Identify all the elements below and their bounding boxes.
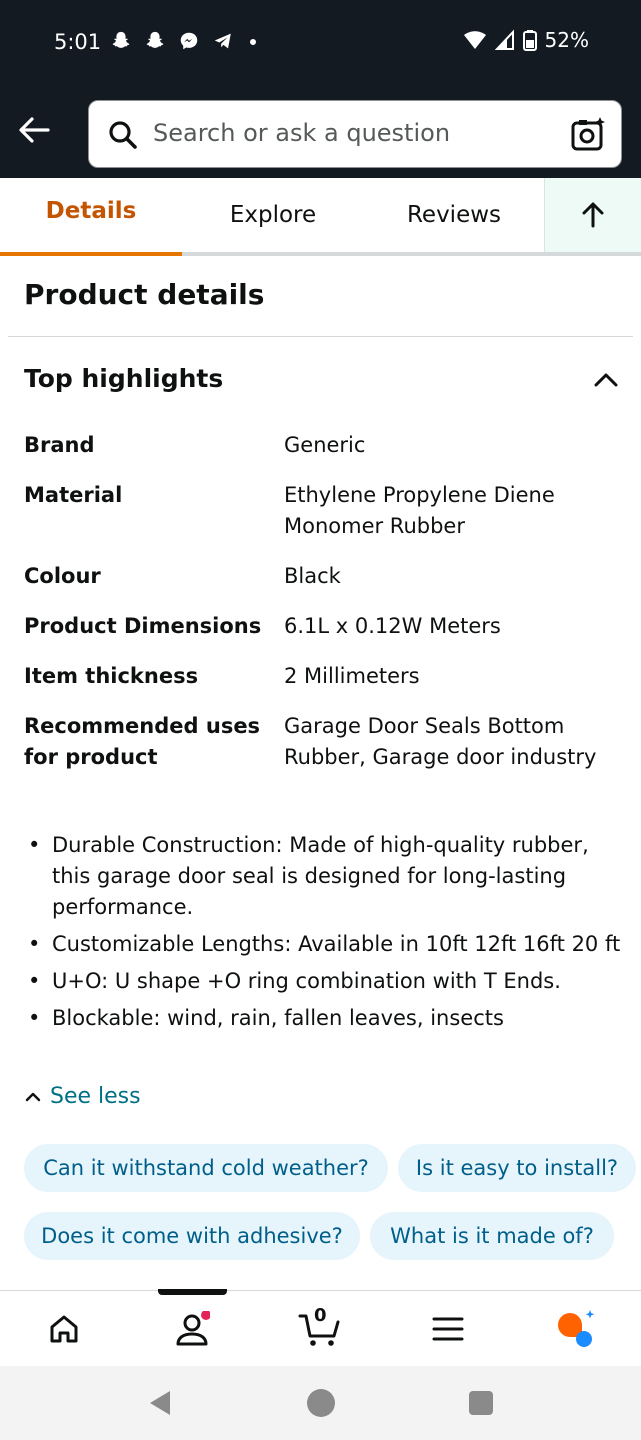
bullet-text: Durable Construction: Made of high-quality rubber, this garage door seal is designed for long-lasting performance.	[52, 833, 589, 919]
scroll-top-button[interactable]	[544, 178, 641, 252]
battery-percent: 52%	[544, 28, 589, 52]
bullet-text: U+O: U shape +O ring combination with T Ends.	[52, 969, 561, 993]
cart-count: 0	[314, 1305, 327, 1326]
spec-row	[24, 480, 624, 542]
question-chip[interactable]: Is it easy to install?	[398, 1144, 636, 1192]
spec-key: Colour	[24, 564, 101, 588]
list-item	[24, 929, 624, 960]
divider	[8, 336, 633, 337]
system-nav-bar	[0, 1366, 641, 1440]
dot-icon	[246, 30, 260, 52]
bullet-text: Blockable: wind, rain, fallen leaves, insects	[52, 1006, 504, 1030]
bullet-icon: •	[28, 932, 41, 956]
menu-icon	[432, 1316, 464, 1342]
search-icon	[107, 119, 139, 151]
bullet-icon: •	[28, 833, 41, 857]
chevron-up-icon[interactable]	[590, 364, 622, 396]
spec-key: Item thickness	[24, 664, 199, 688]
bullet-icon: •	[28, 969, 41, 993]
search-input[interactable]: Search or ask a question	[153, 119, 451, 147]
spec-row	[24, 561, 624, 592]
spec-key: Brand	[24, 433, 95, 457]
spec-row	[24, 661, 624, 692]
bullet-text: Customizable Lengths: Available in 10ft 12ft 16ft 20 ft	[52, 932, 621, 956]
nav-home[interactable]	[42, 1307, 86, 1351]
list-item	[24, 1003, 624, 1034]
search-box[interactable]	[88, 100, 622, 168]
telegram-icon	[212, 30, 234, 52]
tab-reviews[interactable]: Reviews	[406, 202, 502, 228]
tab-explore[interactable]: Explore	[229, 202, 317, 228]
spec-key: Product Dimensions	[24, 614, 262, 638]
status-bar	[0, 0, 641, 86]
system-home-icon[interactable]	[307, 1389, 335, 1417]
spec-row	[24, 711, 624, 773]
nav-menu[interactable]	[426, 1307, 470, 1351]
question-chip[interactable]: Can it withstand cold weather?	[24, 1144, 388, 1192]
rufus-assistant-icon	[554, 1307, 598, 1351]
spec-value: Black	[284, 564, 341, 588]
see-less-label[interactable]: See less	[50, 1084, 141, 1109]
active-tab-indicator	[158, 1289, 227, 1295]
chevron-up-icon	[24, 1088, 42, 1106]
spec-value: Garage Door Seals Bottom Rubber, Garage door industry	[284, 714, 597, 769]
system-recents-icon[interactable]	[469, 1391, 493, 1415]
spec-key: Material	[24, 483, 123, 507]
messenger-icon	[178, 30, 200, 52]
status-time: 5:01	[54, 30, 102, 54]
bottom-nav	[0, 1290, 641, 1366]
spec-value: Ethylene Propylene Diene Monomer Rubber	[284, 483, 555, 538]
spec-key: Recommended uses for product	[24, 714, 261, 769]
list-item	[24, 830, 624, 923]
section-title: Product details	[24, 278, 265, 311]
arrow-up-icon	[579, 201, 607, 229]
home-icon	[47, 1312, 81, 1346]
wifi-icon	[463, 29, 487, 51]
feature-bullets	[24, 830, 624, 1040]
battery-icon	[523, 29, 537, 51]
user-icon	[174, 1311, 210, 1347]
tab-details[interactable]: Details	[0, 178, 182, 256]
see-less-link[interactable]	[24, 1084, 141, 1109]
spec-value: Generic	[284, 433, 366, 457]
product-tabs	[0, 178, 641, 256]
list-item	[24, 966, 624, 997]
spec-value: 2 Millimeters	[284, 664, 420, 688]
highlights-title[interactable]: Top highlights	[24, 364, 224, 393]
back-button[interactable]	[14, 110, 54, 150]
spec-value: 6.1L x 0.12W Meters	[284, 614, 501, 638]
signal-icon	[495, 29, 515, 51]
back-arrow-icon	[14, 110, 54, 150]
bullet-icon: •	[28, 1006, 41, 1030]
snapchat-icon	[144, 30, 166, 52]
question-chip[interactable]: Does it come with adhesive?	[24, 1212, 360, 1260]
nav-rufus[interactable]	[554, 1307, 598, 1351]
status-right	[463, 28, 589, 52]
search-header	[0, 86, 641, 178]
spec-row	[24, 430, 624, 461]
camera-lens-icon[interactable]	[569, 115, 607, 153]
system-back-icon[interactable]	[146, 1388, 174, 1418]
spec-row	[24, 611, 624, 642]
snapchat-icon	[110, 30, 132, 52]
notification-icons	[110, 30, 260, 52]
question-chip[interactable]: What is it made of?	[370, 1212, 614, 1260]
nav-account[interactable]	[170, 1307, 214, 1351]
spec-table	[24, 430, 624, 792]
